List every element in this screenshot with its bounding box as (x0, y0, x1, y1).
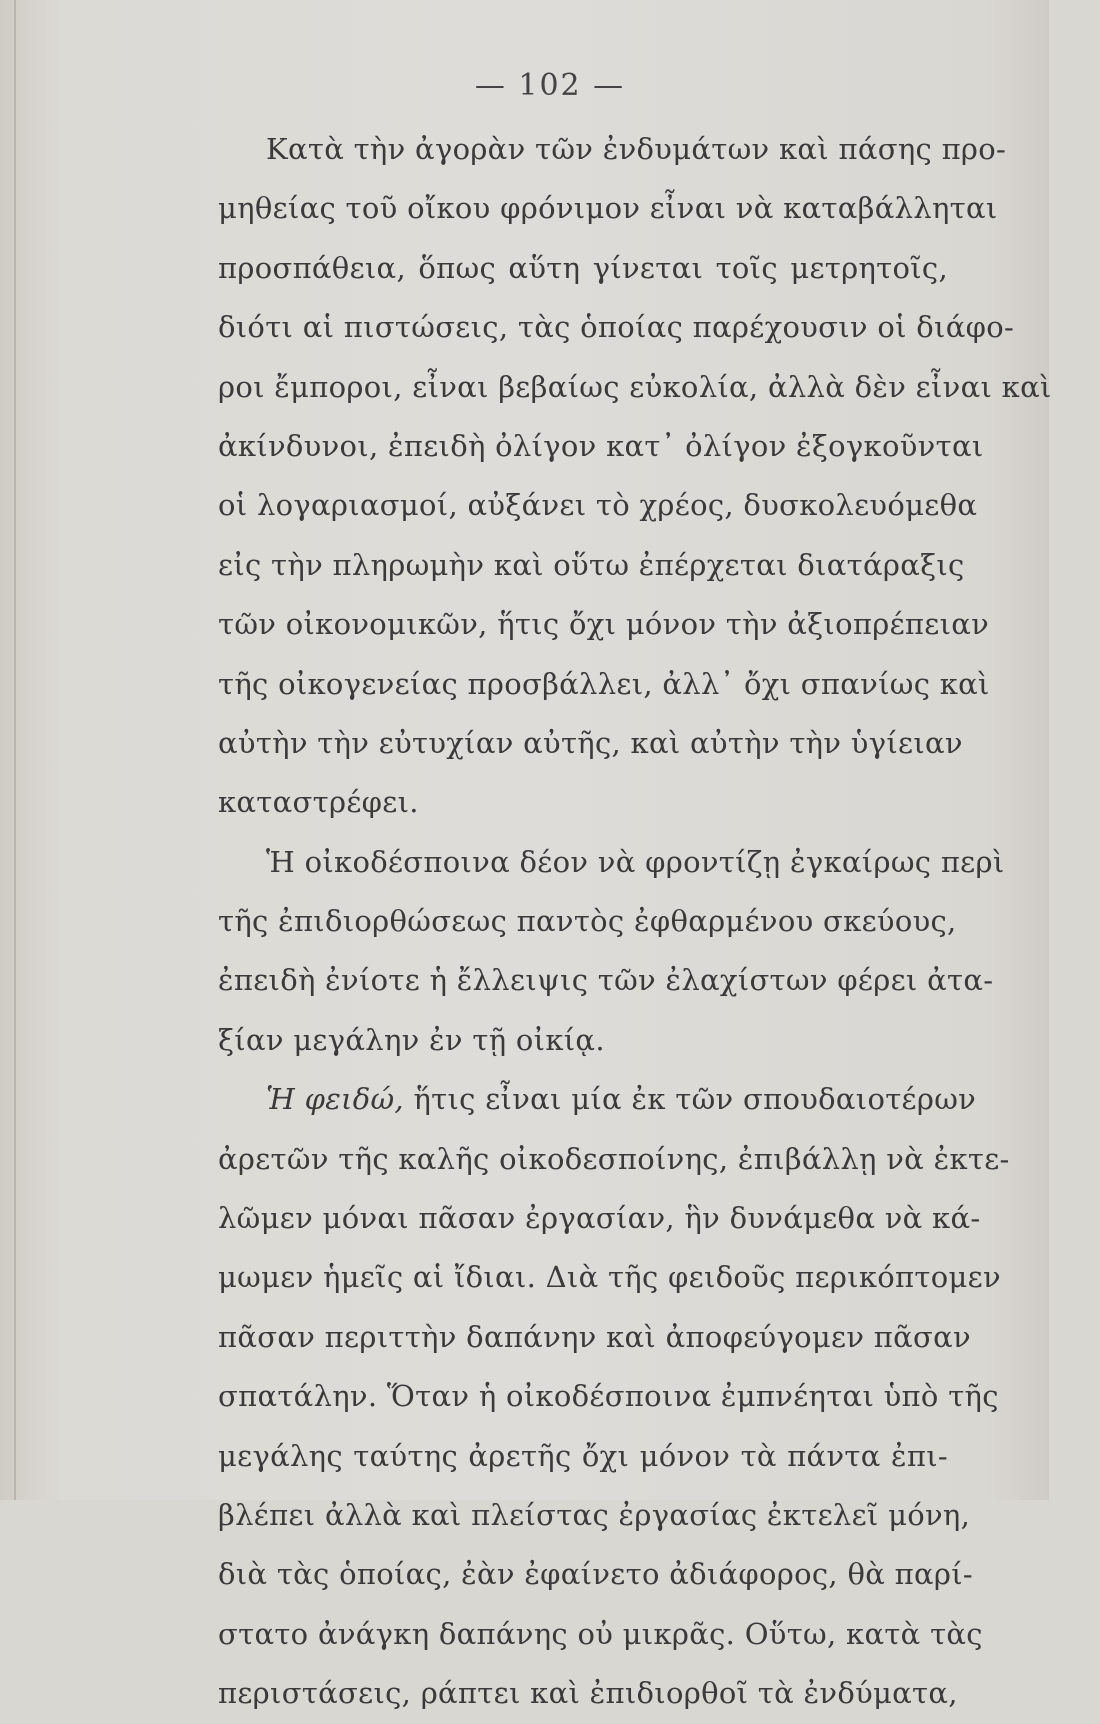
text-line: προσπάθεια, ὅπως αὕτη γίνεται τοῖς μετρητοῖς, (218, 250, 948, 285)
text-line: περιστάσεις, ράπτει καὶ ἐπιδιορθοῖ τὰ ἐνδύματα, (218, 1676, 958, 1711)
text-line: στατο ἀνάγκη δαπάνης οὐ μικρᾶς. Οὕτω, κατὰ τὰς (218, 1616, 983, 1651)
text-line: μωμεν ἡμεῖς αἱ ἴδιαι. Διὰ τῆς φειδοῦς περικόπτομεν (218, 1260, 1001, 1295)
text-line: εἰς τὴν πληρωμὴν καὶ οὕτω ἐπέρχεται διατάραξις (218, 547, 965, 582)
text-line: ξίαν μεγάλην ἐν τῇ οἰκίᾳ. (218, 1022, 605, 1057)
text-line: σπατάλην. Ὅταν ἡ οἰκοδέσποινα ἐμπνέηται ὑπὸ τῆς (218, 1379, 999, 1414)
text-fragment: ἥτις εἶναι μία ἐκ τῶν σπουδαιοτέρων (403, 1082, 977, 1117)
text-line: λῶμεν μόναι πᾶσαν ἐργασίαν, ἣν δυνάμεθα νὰ κά- (218, 1201, 981, 1236)
emphasis-term: Ἡ φειδώ, (266, 1082, 404, 1117)
text-line: οἱ λογαριασμοί, αὐξάνει τὸ χρέος, δυσκολευόμεθα (218, 488, 978, 523)
body-text (218, 120, 1052, 1724)
text-line (218, 1070, 977, 1129)
text-line: καταστρέφει. (218, 785, 419, 820)
text-line: διὰ τὰς ὁποίας, ἐὰν ἐφαίνετο ἀδιάφορος, θὰ παρί- (218, 1557, 973, 1592)
text-line: ἀρετῶν τῆς καλῆς οἰκοδεσποίνης, ἐπιβάλλῃ νὰ ἐκτε- (218, 1141, 1010, 1176)
paragraph-3 (218, 1070, 1010, 1723)
text-line: τῆς οἰκογενείας προσβάλλει, ἀλλ᾽ ὄχι σπανίως καὶ (218, 666, 990, 701)
text-line: μηθείας τοῦ οἴκου φρόνιμον εἶναι νὰ καταβάλληται (218, 191, 998, 226)
text-line: αὐτὴν τὴν εὐτυχίαν αὐτῆς, καὶ αὐτὴν τὴν ὑγίειαν (218, 725, 963, 760)
text-line: ἐπειδὴ ἐνίοτε ἡ ἔλλειψις τῶν ἐλαχίστων φέρει ἀτα- (218, 963, 994, 998)
page-edge (14, 0, 16, 1500)
text-line: Κατὰ τὴν ἀγορὰν τῶν ἐνδυμάτων καὶ πάσης προ- (266, 132, 1007, 166)
page-number: — 102 — (474, 68, 626, 103)
text-line: τῶν οἰκονομικῶν, ἥτις ὄχι μόνον τὴν ἀξιοπρέπειαν (218, 607, 990, 642)
text-line: διότι αἱ πιστώσεις, τὰς ὁποίας παρέχουσιν οἱ διάφο- (218, 310, 1015, 345)
text-line: πᾶσαν περιττὴν δαπάνην καὶ ἀποφεύγομεν πᾶσαν (218, 1319, 971, 1354)
text-line: μεγάλης ταύτης ἀρετῆς ὄχι μόνον τὰ πάντα ἐπι- (218, 1438, 948, 1473)
text-line: ἀκίνδυνοι, ἐπειδὴ ὀλίγον κατ᾽ ὀλίγον ἐξογκοῦνται (218, 428, 984, 463)
text-line: βλέπει ἀλλὰ καὶ πλείστας ἐργασίας ἐκτελεῖ μόνη, (218, 1497, 971, 1532)
text-line: τῆς ἐπιδιορθώσεως παντὸς ἐφθαρμένου σκεύους, (218, 904, 957, 939)
paragraph-2 (218, 833, 1005, 1071)
paragraph-1 (218, 120, 1052, 833)
text-line: Ἡ οἰκοδέσποινα δέον νὰ φροντίζῃ ἐγκαίρως περὶ (266, 844, 1005, 879)
text-line: ροι ἔμποροι, εἶναι βεβαίως εὐκολία, ἀλλὰ δὲν εἶναι καὶ (218, 369, 1052, 404)
